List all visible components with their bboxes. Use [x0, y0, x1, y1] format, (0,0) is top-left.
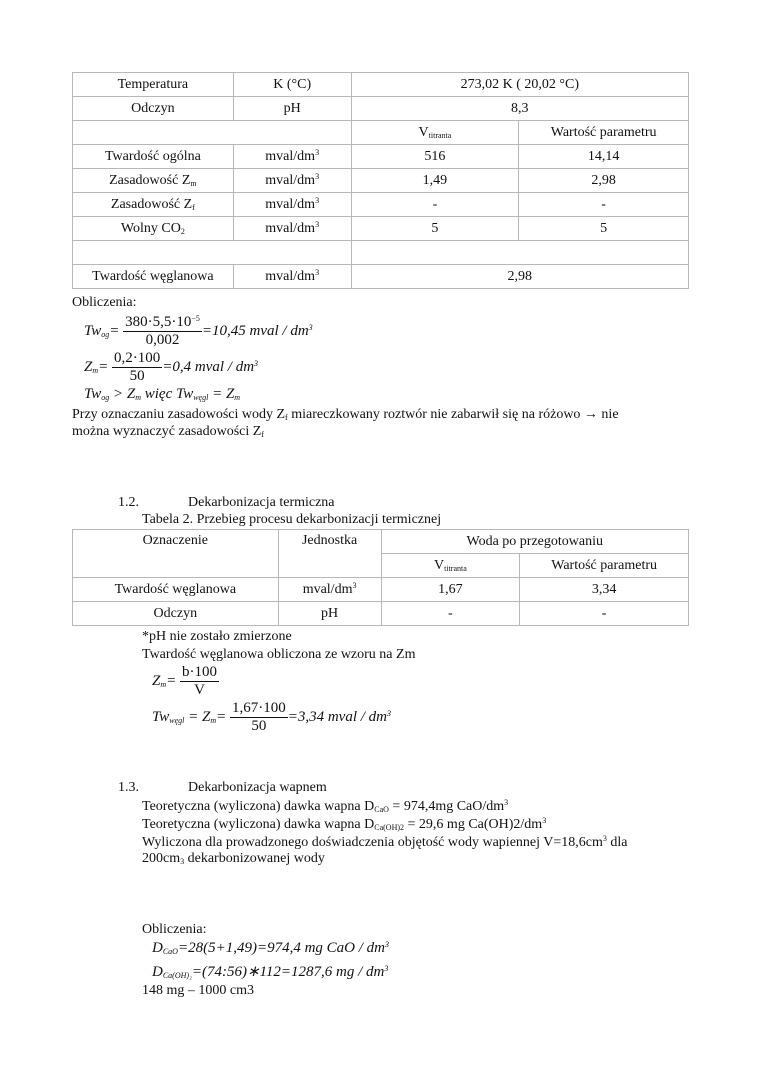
calc-title: Obliczenia: [72, 295, 137, 310]
cell: - [519, 193, 689, 217]
cell: Twardość ogólna [73, 145, 234, 169]
cell: - [381, 602, 520, 626]
cell: 1,49 [351, 169, 519, 193]
header-cell: Jednostka [278, 530, 381, 578]
cell: mval/$dm^3$ [278, 578, 381, 602]
table-row [73, 97, 689, 121]
text-line: 148 mg – 1000 cm3 [142, 983, 254, 998]
cell: pH [233, 97, 351, 121]
cell: Odczyn [73, 602, 279, 626]
formula-tw-wegl: $Tw_{węgl} = Z_m=$ $\frac{1,67\cdot 100}{50}$ =3,34 mval / $dm^3$ [152, 700, 391, 734]
cell: 516 [351, 145, 519, 169]
thermal-decarbonization-table [72, 529, 689, 626]
calc-title: Obliczenia: [142, 922, 207, 937]
text: Twardość węglanowa obliczona ze wzoru na Zm [142, 647, 416, 662]
table-row [73, 602, 689, 626]
text-line: $200cm_3$ dekarbonizowanej wody [142, 851, 325, 866]
formula-dcao: $D_{CaO}=28(5+1,49)=974,4$ mg CaO / $dm^3$ [152, 940, 389, 956]
header-cell: Oznaczenie [73, 530, 279, 578]
table-caption: Tabela 2. Przebieg procesu dekarbonizacji termicznej [142, 512, 442, 527]
cell: 5 [351, 217, 519, 241]
cell: mval/$dm^3$ [233, 265, 351, 289]
cell: mval/$dm^3$ [233, 193, 351, 217]
cell: Wolny $CO_2$ [73, 217, 234, 241]
cell: Temperatura [73, 73, 234, 97]
cell: Zasadowość $Z_f$ [73, 193, 234, 217]
table-row [73, 73, 689, 97]
section-number: 1.3. [118, 780, 139, 795]
text-line: Teoretyczna (wyliczona) dawka wapna $D_{CaO} = 974,4mg$ CaO/$dm^3$ [142, 798, 509, 814]
note: *pH nie zostało zmierzone [142, 629, 292, 644]
empty-row [73, 241, 689, 265]
cell: 273,02 K ( 20,02 °C) [351, 73, 688, 97]
header-parameter: Wartość parametru [520, 554, 689, 578]
cell: pH [278, 602, 381, 626]
water-parameters-table [72, 72, 689, 289]
cell: mval/$dm^3$ [233, 169, 351, 193]
cell: mval/$dm^3$ [233, 217, 351, 241]
formula-zm: $Z_m=$ $\frac{0,2\cdot 100}{50}$ =0,4 mval / $dm^3$ [84, 350, 259, 384]
note-line-2: można wyznaczyć zasadowości $Z_f$ [72, 424, 264, 439]
section-number: 1.2. [118, 495, 139, 510]
table-header-row [73, 530, 689, 554]
table-row [73, 169, 689, 193]
cell: 5 [519, 217, 689, 241]
cell [73, 121, 352, 145]
cell: 2,98 [351, 265, 688, 289]
cell: 1,67 [381, 578, 520, 602]
note-line-1: Przy oznaczaniu zasadowości wody $Z_f$ miareczkowany roztwór nie zabarwił się na różowo → nie [72, 407, 619, 422]
cell: - [351, 193, 519, 217]
formula-tw-og: $Tw_{og}=$ $\frac{380\cdot 5,5\cdot 10^{-5}}{0,002}$ =10,45 mval / $dm^3$ [84, 314, 313, 348]
header-v-titranta: $V_{titranta}$ [381, 554, 520, 578]
text-line: Wyliczona dla prowadzonego doświadczenia objętość wody wapiennej $V=18,6cm^3$ dla [142, 834, 628, 850]
table-row [73, 265, 689, 289]
cell: 2,98 [519, 169, 689, 193]
cell: 14,14 [519, 145, 689, 169]
cell: - [520, 602, 689, 626]
cell: K (°C) [233, 73, 351, 97]
cell: 3,34 [520, 578, 689, 602]
table-row [73, 578, 689, 602]
table-header-row [73, 121, 689, 145]
formula-zm-general: $Z_m=$ $\frac{b\cdot 100}{V}$ [152, 664, 217, 698]
section-title: Dekarbonizacja wapnem [188, 780, 327, 795]
cell: 8,3 [351, 97, 688, 121]
text-line: Teoretyczna (wyliczona) dawka wapna $D_{Ca(OH)2} = 29,6$ mg $Ca(OH)2/dm^3$ [142, 816, 547, 832]
cell: mval/$dm^3$ [233, 145, 351, 169]
header-v-titranta: $V_{titranta}$ [351, 121, 519, 145]
cell: Twardość węglanowa [73, 578, 279, 602]
cell: Twardość węglanowa [73, 265, 234, 289]
table-row [73, 217, 689, 241]
cell: Zasadowość $Z_m$ [73, 169, 234, 193]
formula-dcaoh2: $D_{Ca(OH)_2}=(74:56)∗112=1287,6$ mg / $dm^3$ [152, 964, 389, 980]
section-title: Dekarbonizacja termiczna [188, 495, 335, 510]
table-row [73, 193, 689, 217]
header-cell: Woda po przegotowaniu [381, 530, 688, 554]
header-parameter: Wartość parametru [519, 121, 689, 145]
cell: Odczyn [73, 97, 234, 121]
table-row [73, 145, 689, 169]
formula-comparison: $Tw_{og} > Z_m$ więc $Tw_{węgl} = Z_m$ [84, 386, 241, 402]
